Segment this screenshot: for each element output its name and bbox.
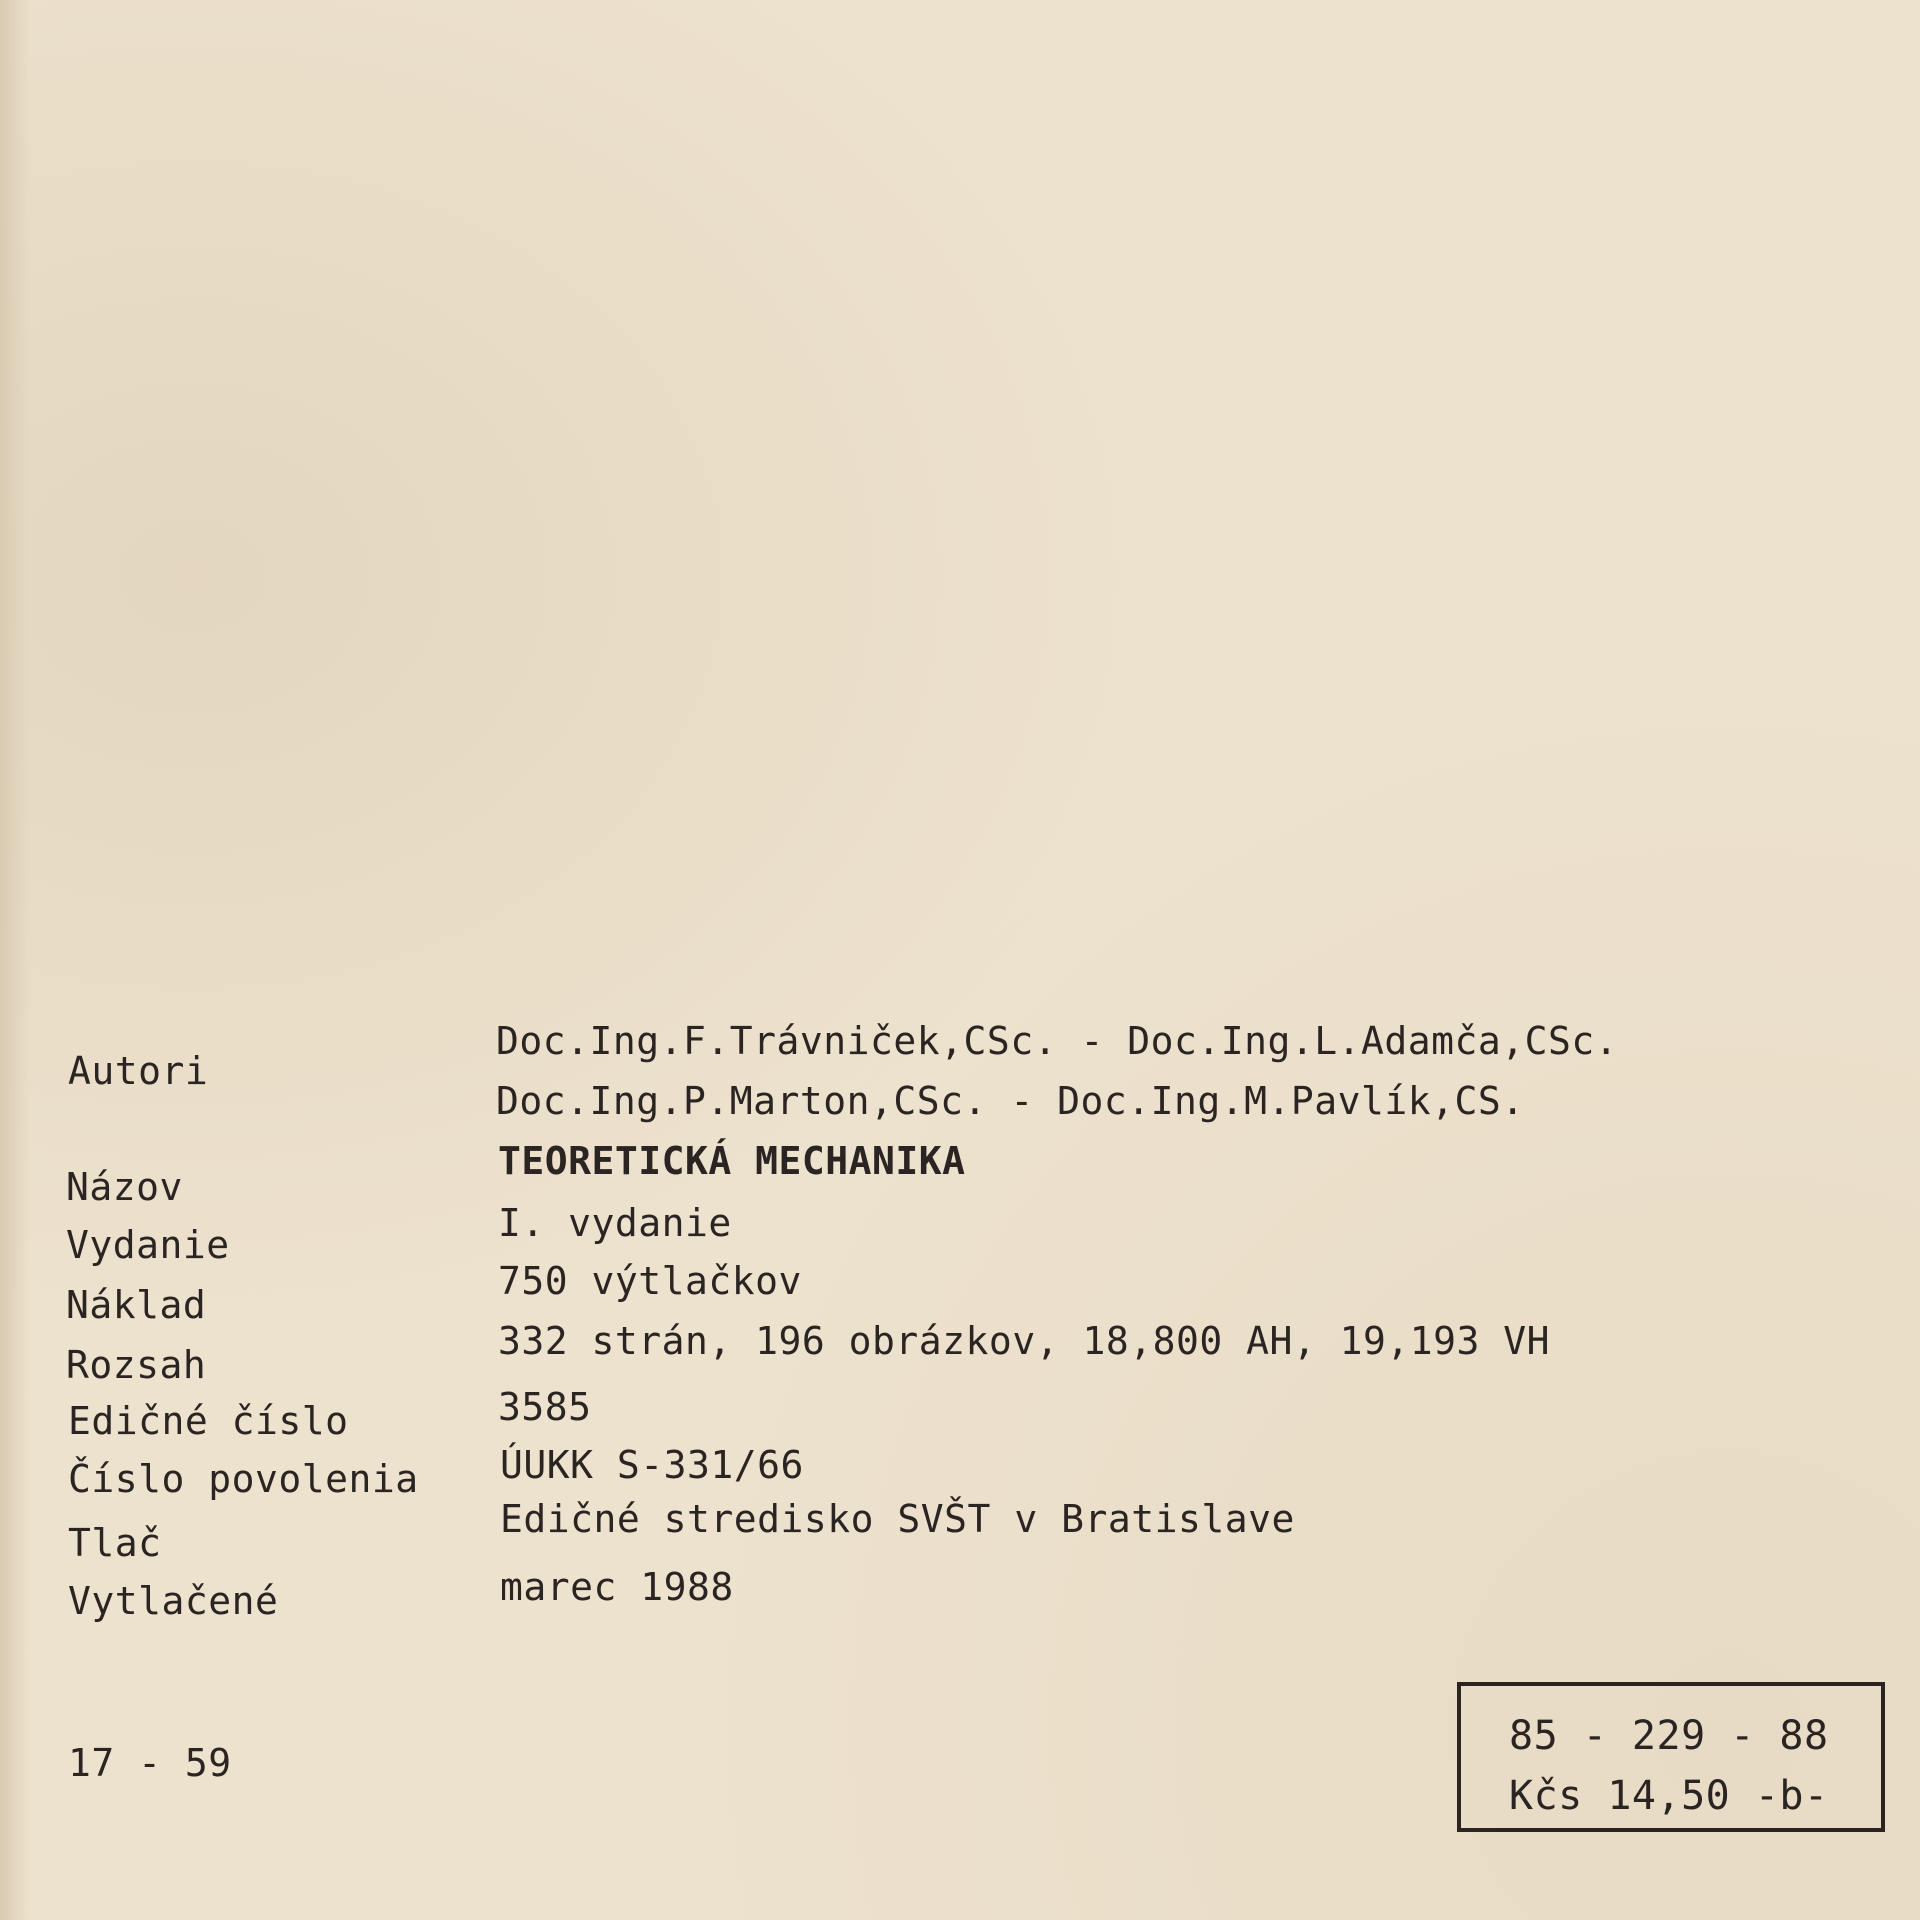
value-print-run: 750 výtlačkov [498, 1259, 802, 1303]
footer-code: 17 - 59 [68, 1741, 232, 1785]
value-permit-number: ÚUKK S-331/66 [500, 1443, 804, 1487]
label-extent: Rozsah [66, 1343, 207, 1387]
value-printing: Edičné stredisko SVŠT v Bratislave [500, 1497, 1295, 1541]
label-printed: Vytlačené [68, 1579, 279, 1623]
label-edition-number: Edičné číslo [68, 1399, 349, 1443]
value-edition-number: 3585 [498, 1385, 592, 1429]
value-authors-line2: Doc.Ing.P.Marton,CSc. - Doc.Ing.M.Pavlík,CS. [496, 1079, 1525, 1123]
label-title: Názov [66, 1165, 183, 1209]
value-extent: 332 strán, 196 obrázkov, 18,800 AH, 19,193 VH [498, 1319, 1551, 1363]
label-authors: Autori [68, 1049, 209, 1093]
label-printing: Tlač [68, 1521, 162, 1565]
price-stamp [1457, 1682, 1885, 1832]
label-print-run: Náklad [66, 1283, 207, 1327]
stamp-line1: 85 - 229 - 88 [1509, 1713, 1829, 1759]
label-edition: Vydanie [66, 1223, 230, 1267]
value-printed: marec 1988 [500, 1565, 734, 1609]
stamp-line2: Kčs 14,50 -b- [1509, 1773, 1829, 1819]
value-edition: I. vydanie [498, 1201, 732, 1245]
page-edge-shadow [0, 0, 30, 1920]
value-authors-line1: Doc.Ing.F.Trávniček,CSc. - Doc.Ing.L.Adamča,CSc. [496, 1019, 1619, 1063]
label-permit-number: Číslo povolenia [68, 1457, 419, 1501]
value-title: TEORETICKÁ MECHANIKA [498, 1139, 966, 1183]
